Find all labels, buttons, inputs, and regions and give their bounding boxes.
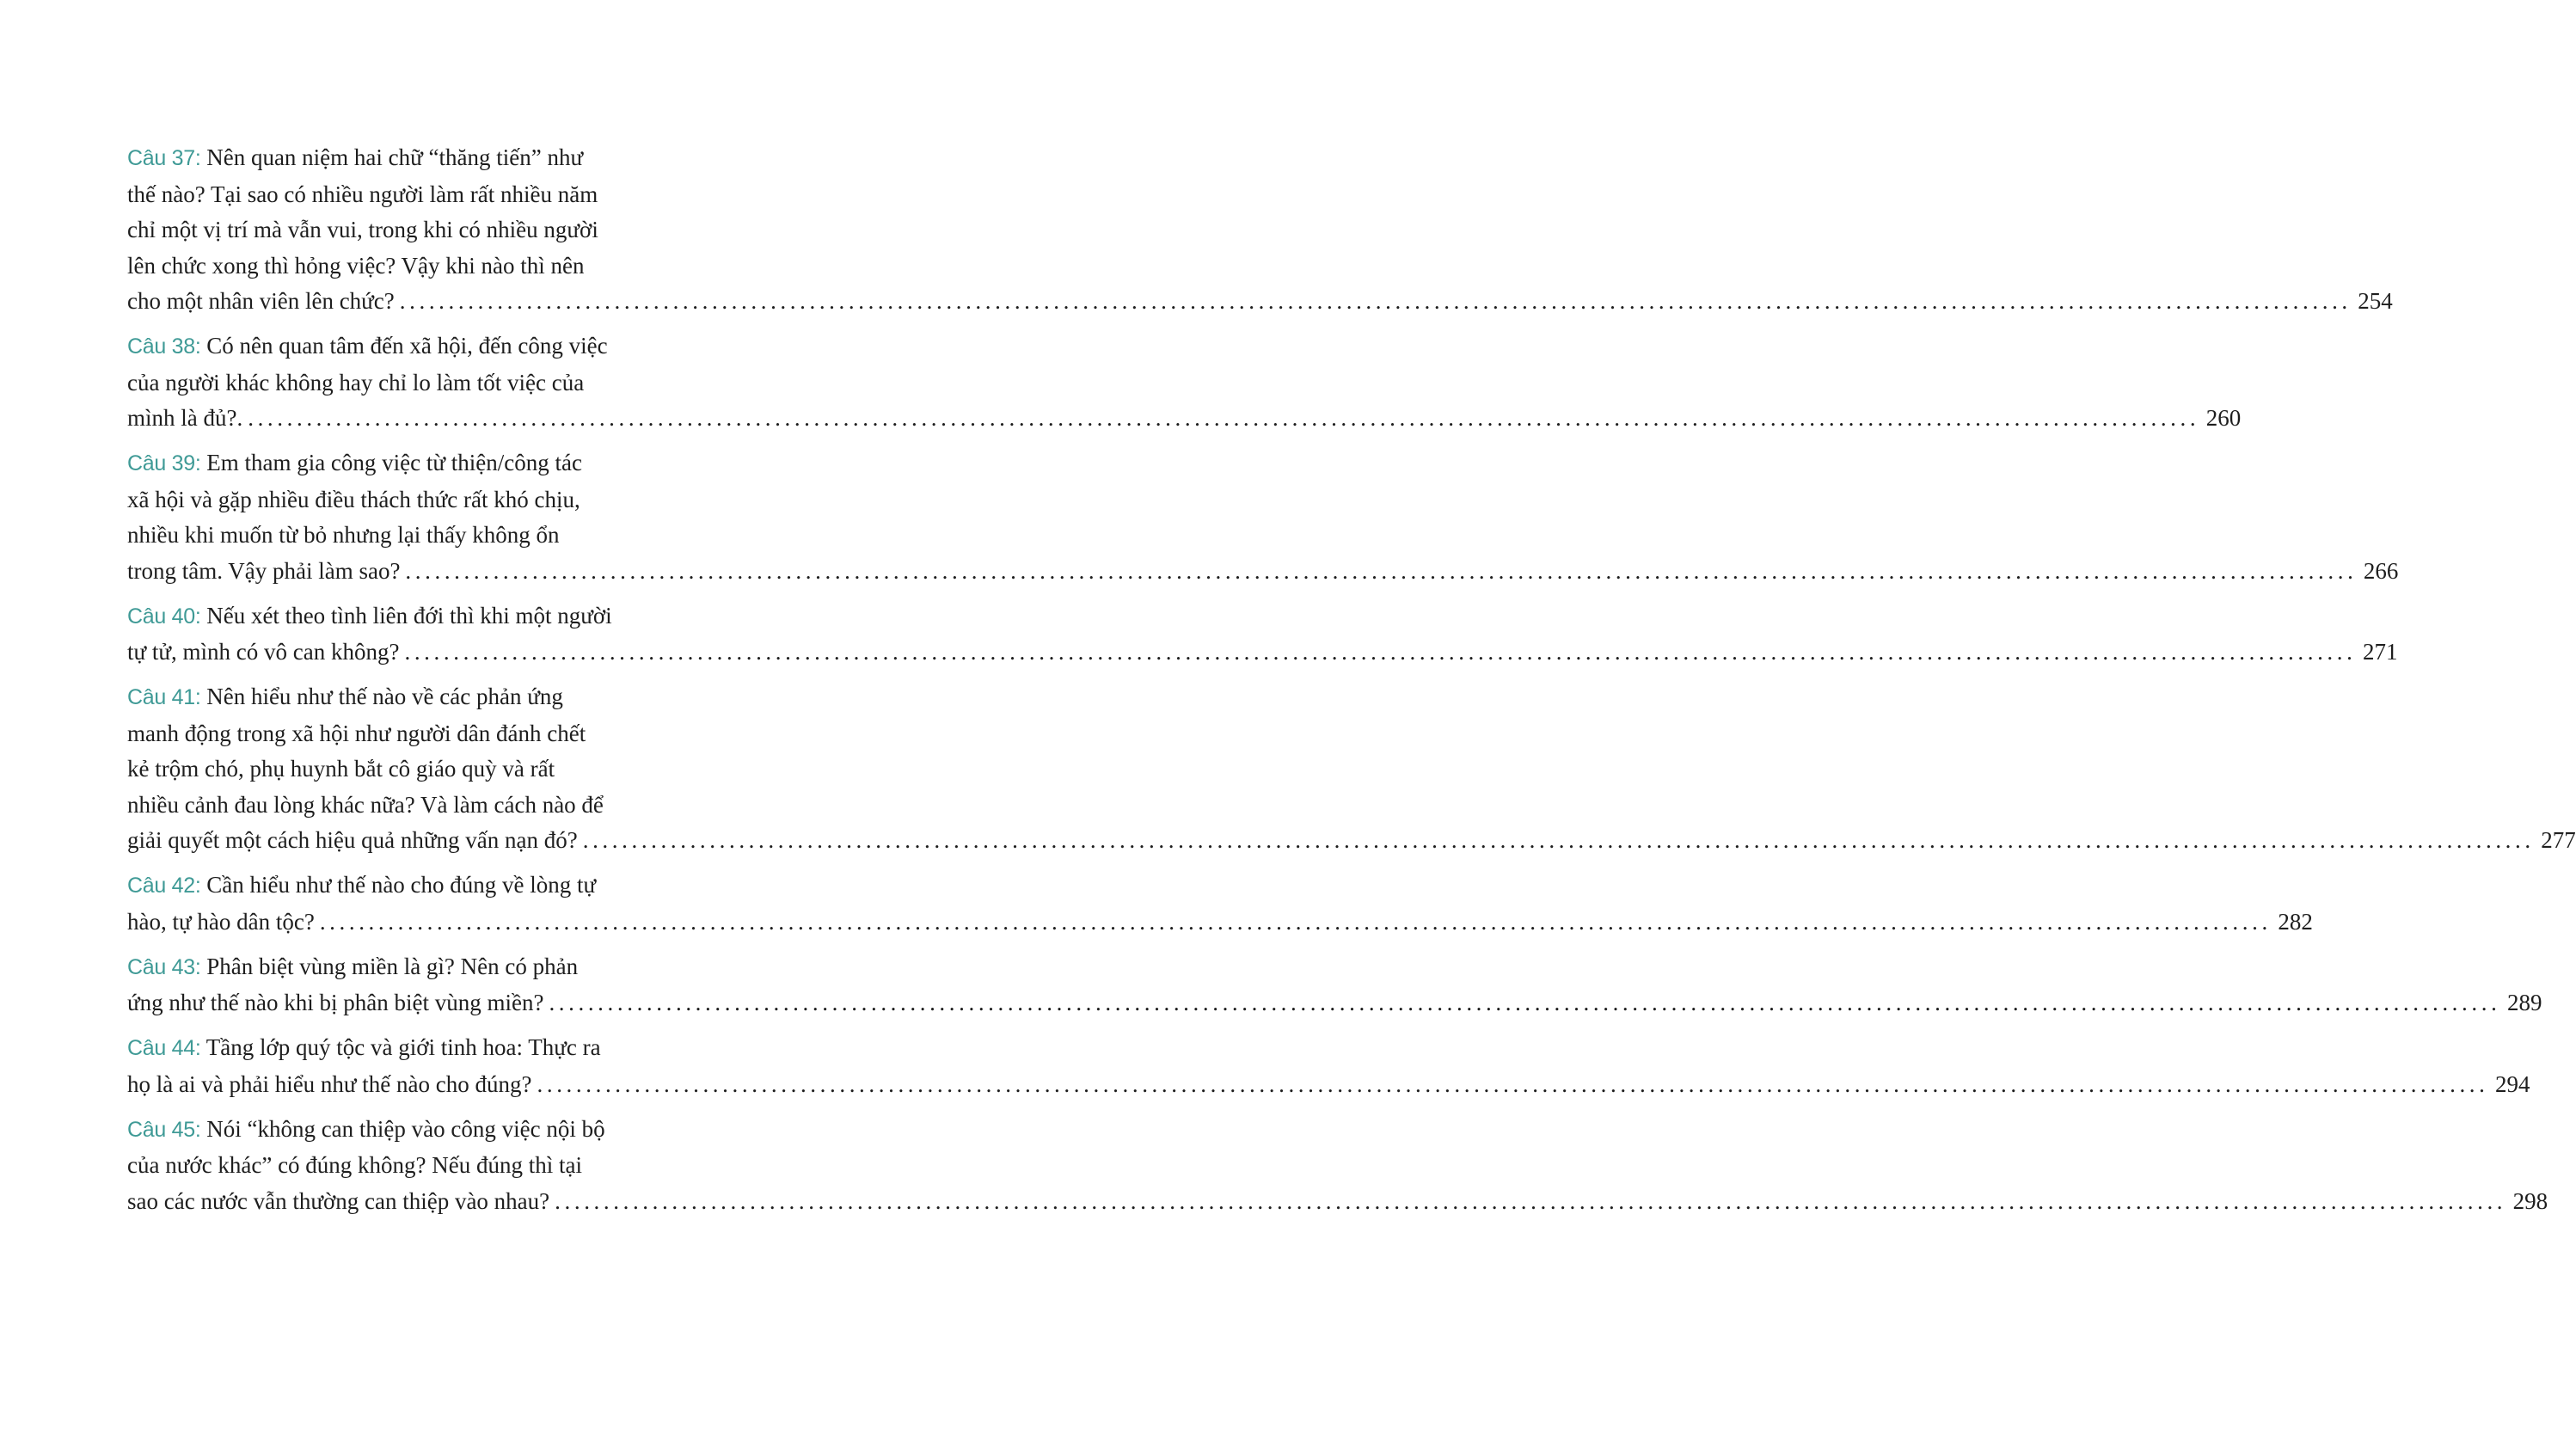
toc-entry-first-line: [127, 949, 703, 986]
question-label: Câu 44:: [127, 1036, 201, 1060]
page-number: 254: [2358, 288, 2393, 314]
page-number: 289: [2506, 990, 2542, 1015]
entry-text-line: họ là ai và phải hiểu như thế nào cho đúng?: [127, 1070, 532, 1097]
question-label: Câu 43:: [127, 954, 201, 979]
toc-entry-first-line: [127, 445, 703, 482]
entry-text-line: nhiều cảnh đau lòng khác nữa? Và làm cách nào để: [127, 791, 604, 818]
entry-text-line: lên chức xong thì hỏng việc? Vậy khi nào thì nên: [127, 252, 585, 279]
toc-entry: [127, 140, 2393, 320]
entry-text-line: Nên quan niệm hai chữ “thăng tiến” như: [206, 144, 584, 170]
entry-text-line: kẻ trộm chó, phụ huynh bắt cô giáo quỳ và rất: [127, 756, 555, 782]
toc-entry-first-line: [127, 598, 703, 635]
toc-entry: [127, 445, 2399, 589]
entry-text-line: Phân biệt vùng miền là gì? Nên có phản: [206, 953, 579, 979]
question-label: Câu 41:: [127, 685, 201, 709]
toc-entry-last-line: [127, 905, 2313, 941]
dot-leader: ........................................................................................................................................................................................................: [582, 827, 2535, 853]
question-label: Câu 40:: [127, 604, 201, 629]
toc-entry-first-line: [127, 1030, 703, 1067]
page-number: 260: [2205, 405, 2242, 431]
dot-leader: ........................................................................................................................................................................................................: [549, 990, 2501, 1015]
toc-entry-last-line: [127, 985, 2542, 1021]
entry-text-line: Có nên quan tâm đến xã hội, đến công việc: [206, 333, 608, 359]
entry-text-line: Tầng lớp quý tộc và giới tinh hoa: Thực ra: [205, 1034, 601, 1060]
entry-text-line: chỉ một vị trí mà vẫn vui, trong khi có nhiều người: [127, 217, 598, 242]
page-number: 282: [2278, 908, 2313, 935]
toc-entry-first-line: [127, 328, 703, 365]
toc-entry-last-line: [127, 635, 2398, 671]
dot-leader: ........................................................................................................................................................................................................: [248, 405, 2200, 431]
dot-leader: ........................................................................................................................................................................................................: [405, 557, 2358, 584]
entry-text-line: xã hội và gặp nhiều điều thách thức rất khó chịu,: [127, 486, 580, 512]
page-number: 298: [2512, 1187, 2548, 1214]
toc-entry-last-line: [127, 554, 2399, 590]
toc-entry: [127, 949, 2542, 1021]
entry-text-line: hào, tự hào dân tộc?: [127, 908, 315, 935]
entry-text-line: giải quyết một cách hiệu quả những vấn nạn đó?: [127, 827, 578, 853]
toc-entry-first-line: [127, 140, 703, 177]
toc-entry-last-line: [127, 823, 2576, 859]
page-number: 294: [2495, 1070, 2530, 1097]
entry-text-line: tự tử, mình có vô can không?: [127, 639, 400, 665]
dot-leader: ........................................................................................................................................................................................................: [404, 639, 2357, 665]
page-number: 271: [2362, 639, 2398, 665]
entry-text-line: trong tâm. Vậy phải làm sao?: [127, 557, 401, 584]
toc-entry-first-line: [127, 679, 703, 716]
entry-text-line: cho một nhân viên lên chức?: [127, 288, 395, 314]
toc-entry-last-line: [127, 401, 2242, 437]
dot-leader: ........................................................................................................................................................................................................: [399, 288, 2352, 314]
page-number: 277: [2541, 827, 2576, 853]
toc-entry: [127, 1030, 2530, 1102]
entry-text-line: thế nào? Tại sao có nhiều người làm rất nhiều năm: [127, 181, 598, 207]
entry-text-line: của nước khác” có đúng không? Nếu đúng thì tại: [127, 1152, 583, 1178]
dot-leader: ........................................................................................................................................................................................................: [537, 1070, 2489, 1097]
entry-text-line: Nếu xét theo tình liên đới thì khi một người: [206, 602, 612, 629]
question-label: Câu 37:: [127, 146, 201, 170]
dot-leader: ........................................................................................................................................................................................................: [319, 908, 2272, 935]
question-label: Câu 39:: [127, 451, 201, 475]
entry-text-line: nhiều khi muốn từ bỏ nhưng lại thấy không ổn: [127, 522, 560, 548]
entry-text-line: của người khác không hay chỉ lo làm tốt việc của: [127, 369, 585, 396]
entry-text-line: Em tham gia công việc từ thiện/công tác: [206, 450, 582, 475]
question-label: Câu 45:: [127, 1117, 201, 1142]
toc-entry: [127, 868, 2313, 940]
entry-text-line: sao các nước vẫn thường can thiệp vào nhau?: [127, 1187, 550, 1214]
toc-entry-last-line: [127, 1184, 2548, 1220]
entry-text-line: Nói “không can thiệp vào công việc nội bộ: [206, 1115, 605, 1142]
entry-text-line: mình là đủ?.: [127, 405, 243, 431]
question-label: Câu 42:: [127, 874, 201, 898]
entry-text-line: manh động trong xã hội như người dân đánh chết: [127, 720, 586, 746]
dot-leader: ........................................................................................................................................................................................................: [555, 1187, 2507, 1214]
entry-text-line: Cần hiểu như thế nào cho đúng về lòng tự: [206, 872, 597, 898]
toc-entry-last-line: [127, 284, 2393, 320]
question-label: Câu 38:: [127, 334, 201, 359]
toc-entry: [127, 679, 2576, 859]
entry-text-line: ứng như thế nào khi bị phân biệt vùng miền?: [127, 990, 544, 1015]
toc-entry-last-line: [127, 1067, 2530, 1103]
toc-entry: [127, 328, 2242, 437]
toc-entry: [127, 1112, 2548, 1220]
toc-entry-first-line: [127, 1112, 703, 1149]
page-number: 266: [2363, 557, 2399, 584]
entry-text-line: Nên hiểu như thế nào về các phản ứng: [206, 684, 563, 709]
toc-entry: [127, 598, 2398, 671]
table-of-contents: [127, 140, 2576, 1229]
toc-entry-first-line: [127, 868, 703, 905]
